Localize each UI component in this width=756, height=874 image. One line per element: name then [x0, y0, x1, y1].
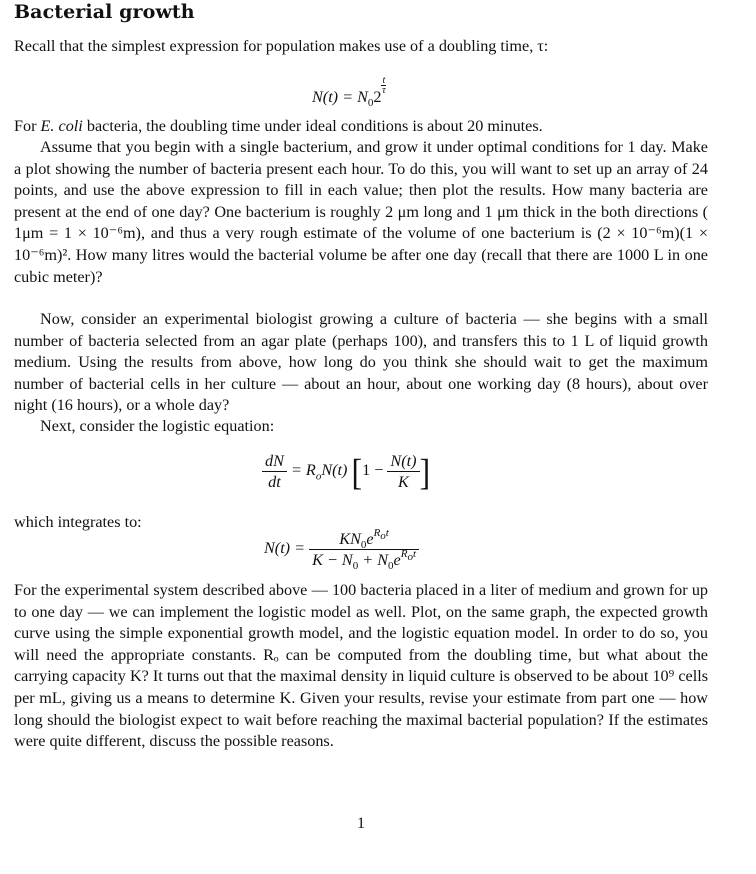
eq3-den-exp-sub: o [407, 550, 413, 563]
eq2-d-den: dt [268, 473, 281, 491]
final-paragraph: For the experimental system described above — 100 bacteria placed in a liter of medium and grown for up to one day — we can implement the logistic model as well. Plot, on the same graph, the expected growth curve using the simple exponential growth model, and the logistic equation model. In order to do so, you will need the appropriate constants. Rₒ can be computed from the doubling time, but what about the carrying capacity K? It turns out that the maximal density in liquid culture is observed to be about 10⁹ cells per mL, giving us a means to determine K. Given your results, revise your estimate from part one — how long should the biologist expect to wait before reaching the maximal bacterial population? If the estimates were quite different, discuss the possible reasons. [14, 581, 708, 751]
eq2-inner-one: 1 − [362, 461, 384, 480]
eq3-lhs: N(t) = [264, 539, 306, 558]
eq3-den-plus: + N [358, 551, 389, 569]
eq2-rhs: = R [290, 461, 316, 480]
ecoli-species: E. coli [40, 117, 83, 135]
logistic-intro: Next, consider the logistic equation: [40, 417, 275, 435]
eq2-d-num: dN [262, 452, 287, 472]
page-title: Bacterial growth [14, 1, 195, 23]
eq1-exp-den: τ [382, 85, 386, 96]
eq3-num-exp-t: t [385, 526, 389, 539]
integrates-text: which integrates to: [14, 513, 142, 531]
eq2-rhs2: N(t) [321, 461, 348, 480]
ecoli-suffix: bacteria, the doubling time under ideal conditions is about 20 minutes. [82, 117, 543, 135]
eq1-subscript: 0 [367, 97, 374, 110]
eq3-den-sub2: 0 [388, 560, 394, 573]
eq3-den-sub: 0 [352, 560, 359, 573]
eq3-num-exp: R [373, 526, 381, 539]
biologist-paragraph: Now, consider an experimental biologist growing a culture of bacteria — she begins with a small number of bacteria selected from an agar plate (perhaps 100), and transfers this to 1 L of liquid growth medium. Using the results from above, how long do you think she should wait to get the maximum number of bacterial cells in her culture — about an hour, about one working day (8 hours), about over night (16 hours), or a whole day? [14, 310, 708, 415]
eq2-n-num: N(t) [387, 452, 419, 472]
page: Bacterial growth Recall that the simplest expression for population makes use of a doubling time, τ: $N(t) = N_02$ $\frac{t}{\tau}$ For E. coli bacteria, the doubling time under ideal conditions is about 20 minutes. Assume that you begin with a single bacterium, and grow it under optimal conditions for 1 day. Make a plot showing the number of bacteria present each hour. To do this, you will want to set up an array of 24 points, and use the above expression to fill in each value; then plot the results. How many bacteria are present at the end of one day? One bacterium is roughly 2 μm long and 1 μm thick in the both directions ( 1μm = 1 × 10⁻⁶m), and thus a very rough estimate of the volume of one bacterium is (2 × 10⁻⁶m)(1 × 10⁻⁶m)². How many litres would the bacterial volume be after one day (recall that there are 1000 L in one cubic meter)? Now, consider an experimental biologist growing a culture of bacteria — she begins with a small number of bacteria selected from an agar plate (perhaps 100), and transfers this to 1 L of liquid growth medium. Using the results from above, how long do you think she should wait to get the maximum number of bacterial cells in her culture — about an hour, about one working day (8 hours), about over night (16 hours), or a whole day? Next, consider the logistic equation: $\frac{dN}{dt}$ = $R_oN(t) [1$ − $\frac{N(t)}{K}$ ] which integrates to: N(t) = $\frac{KN_0e^{R_ot}}{K - N_0 + N_0e^{R_ot}}$ For the experimental system described above — 100 bacteria placed in a liter of medium and grown for up to one day — we can implement the logistic model as well. Plot, on the same graph, the expected growth curve using the simple exponential growth model, and the logistic equation model. In order to do so, you will need the appropriate constants. Rₒ can be computed from the doubling time, but what about the carrying capacity K? It turns out that the maximal density in liquid culture is observed to be about 10⁹ cells per mL, giving us a means to determine K. Given your results, revise your estimate from part one — how long should the biologist expect to wait before reaching the maximal bacterial population? If the estimates were quite different, discuss the possible reasons. 1 [14, 0, 708, 874]
intro-paragraph: Recall that the simplest expression for population makes use of a doubling time, τ: [14, 37, 549, 55]
eq3-den-exp-t: t [412, 547, 417, 560]
eq3-den: K − N [312, 551, 353, 569]
eq3-num-e: e [366, 530, 374, 548]
ecoli-prefix: For [14, 117, 41, 135]
eq1-exp-num: t [382, 75, 386, 86]
eq3-den-e: e [393, 551, 401, 569]
eq3-num-exp-sub: o [380, 529, 386, 542]
eq1-base: 2 [373, 88, 382, 106]
eq3-num: KN [339, 530, 361, 548]
page-number: 1 [357, 815, 365, 832]
ecoli-paragraph [14, 116, 708, 138]
eq2-rsub: o [315, 470, 322, 483]
assume-paragraph: Assume that you begin with a single bacterium, and grow it under optimal conditions for 1 day. Make a plot showing the number of bacteria present each hour. To do this, you will want to set up an array of 24 points, and use the above expression to fill in each value; then plot the results. How many bacteria are present at the end of one day? One bacterium is roughly 2 μm long and 1 μm thick in the both directions ( 1μm = 1 × 10⁻⁶m), and thus a very rough estimate of the volume of one bacterium is (2 × 10⁻⁶m)(1 × 10⁻⁶m)². How many litres would the bacterial volume be after one day (recall that there are 1000 L in one cubic meter)? [14, 138, 708, 286]
eq2-n-den: K [398, 473, 409, 491]
eq3-num-sub: 0 [360, 539, 367, 552]
eq3-den-exp: R [400, 547, 408, 560]
eq1-lhs: N(t) = N [312, 88, 368, 106]
